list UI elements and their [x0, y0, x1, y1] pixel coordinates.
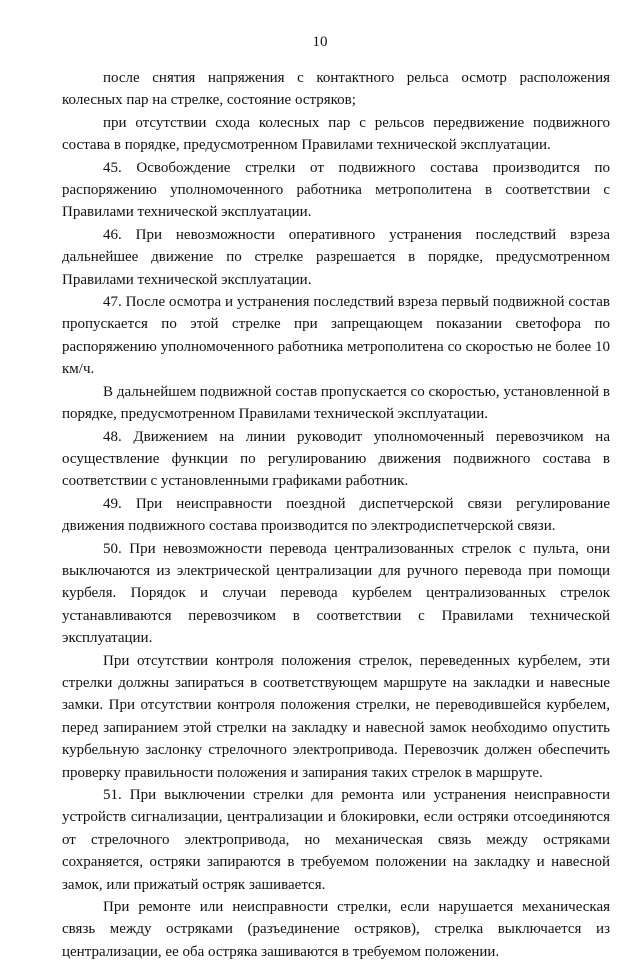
paragraph-50: 50. При невозможности перевода централизованных стрелок с пульта, они выключаются из электрической централизации для ручного перевода при помощи курбеля. Порядок и случаи перевода курбелем централизованных стрелок устанавливаются перевозчиком в соответствии с Правилами технической эксплуатации. [62, 540, 610, 647]
paragraph-51: 51. При выключении стрелки для ремонта или устранения неисправности устройств сигнализации, централизации и блокировки, если остряки отсоединяются от стрелочного электропривода, но механическая связь между остряками сохраняется, остряки запираются в требуемом положении на закладку и навесной замок, или прижатый остряк зашивается. [62, 787, 610, 893]
page-number: 10 [312, 34, 328, 50]
paragraph-47: 47. После осмотра и устранения последствий взреза первый подвижной состав пропускается по этой стрелке при запрещающем показании светофора по распоряжению уполномоченного работника метрополитена со скоростью не более 10 км/ч. [62, 294, 610, 378]
paragraph-46: 46. При невозможности оперативного устранения последствий взреза дальнейшее движение по стрелке разрешается в порядке, предусмотренном Правилами технической эксплуатации. [62, 226, 610, 288]
paragraph-47-continued: В дальнейшем подвижной состав пропускается со скоростью, установленной в порядке, предусмотренном Правилами технической эксплуатации. [62, 383, 610, 423]
paragraph-49: 49. При неисправности поездной диспетчерской связи регулирование движения подвижного состава производится по электродиспетчерской связи. [62, 495, 610, 535]
paragraph-no-derailment: при отсутствии схода колесных пар с рельсов передвижение подвижного состава в порядке, предусмотренном Правилами технической эксплуатации. [62, 114, 610, 154]
paragraph-51-continued: При ремонте или неисправности стрелки, если нарушается механическая связь между остряками (разъединение остряков), стрелка выключается из централизации, ее оба остряка зашиваются в требуемом положении. [62, 899, 610, 960]
paragraph-48: 48. Движением на линии руководит уполномоченный перевозчиком на осуществление функции по регулированию движения подвижного состава в соответствии с установленными графиками работник. [62, 428, 610, 490]
paragraph-50-continued: При отсутствии контроля положения стрелок, переведенных курбелем, эти стрелки должны запираться в соответствующем маршруте на закладки и навесные замки. При отсутствии контроля положения стрелки, не переводившейся курбелем, перед запиранием этой стрелки на закладку и навесной замок необходимо опустить курбельную заслонку стрелочного электропривода. Перевозчик должен обеспечить проверку правильности положения и запирания таких стрелок в маршруте. [62, 652, 610, 781]
document-body [62, 67, 610, 963]
paragraph-inspection: после снятия напряжения с контактного рельса осмотр расположения колесных пар на стрелке, состояние остряков; [62, 70, 610, 109]
paragraph-45: 45. Освобождение стрелки от подвижного состава производится по распоряжению уполномоченного работника метрополитена в соответствии с Правилами технической эксплуатации. [62, 159, 610, 221]
